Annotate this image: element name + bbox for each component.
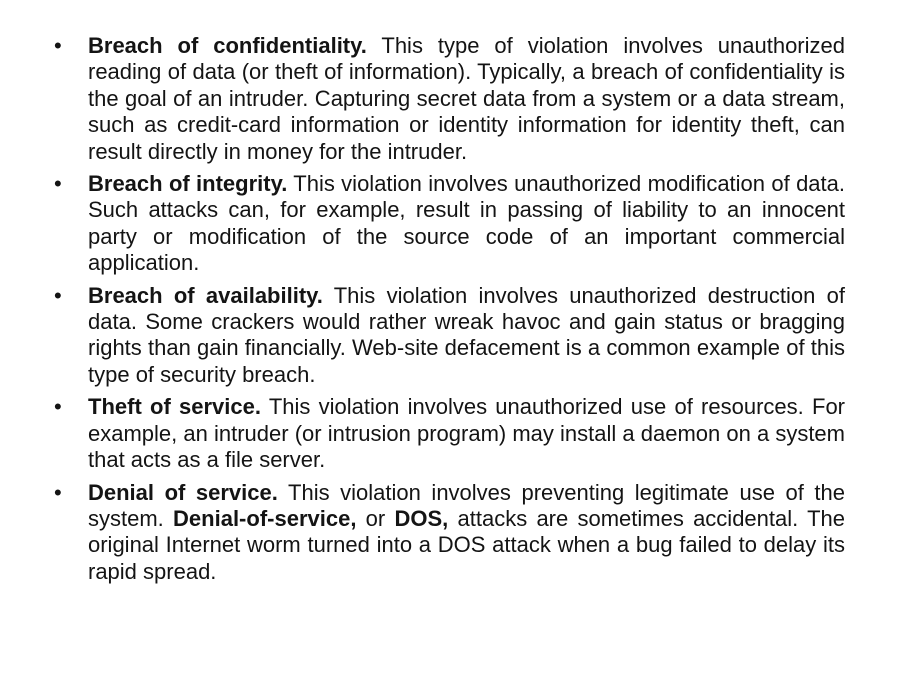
bullet-text: This violation involves unauthorized destruction of data. Some crackers would rather wreak havoc and gain status or bragging rights than gain financially. Web-site defacement is a common example of this type of security breach.	[88, 282, 845, 387]
bullet-text: This type of violation involves unauthorized reading of data (or theft of information). Typically, a breach of confidentiality is the goal of an intruder. Capturing secret data from a system or a data stream, such as credit-card information or identity information for identity theft, can result directly in money for the intruder.	[88, 33, 845, 164]
bullet-item-confidentiality	[54, 33, 845, 165]
bullet-text: or	[356, 505, 395, 531]
bullet-text: attacks are sometimes accidental. The original Internet worm turned into a DOS attack when a bug failed to delay its rapid spread.	[88, 505, 845, 584]
bullet-dot-icon: •	[54, 171, 62, 197]
bullet-term: Denial of service.	[88, 479, 278, 505]
bullet-term-secondary: DOS,	[394, 505, 449, 531]
bullet-term-secondary: Denial-of-service,	[173, 505, 357, 531]
bullet-item-denial-of-service	[54, 479, 845, 586]
bullet-dot-icon: •	[54, 282, 62, 308]
bullet-item-theft-of-service	[54, 394, 846, 473]
bullet-term: Theft of service.	[88, 394, 261, 420]
bullet-text: This violation involves preventing legitimate use of the system.	[88, 479, 845, 531]
bullet-term: Breach of integrity.	[88, 171, 288, 197]
bullet-text: This violation involves unauthorized use of resources. For example, an intruder (or intrusion program) may install a daemon on a system that acts as a file server.	[88, 394, 846, 473]
bullet-term: Breach of confidentiality.	[88, 33, 367, 58]
bullet-dot-icon: •	[54, 394, 62, 420]
bullet-term: Breach of availability.	[88, 282, 323, 308]
bullet-text: This violation involves unauthorized modification of data. Such attacks can, for example, result in passing of liability to an innocent party or modification of the source code of an important commercial application.	[88, 171, 845, 276]
bullet-item-integrity	[54, 171, 845, 277]
bullet-dot-icon: •	[54, 33, 62, 58]
bullet-dot-icon: •	[54, 479, 62, 505]
bullet-list	[54, 33, 846, 591]
bullet-item-availability	[54, 282, 845, 389]
